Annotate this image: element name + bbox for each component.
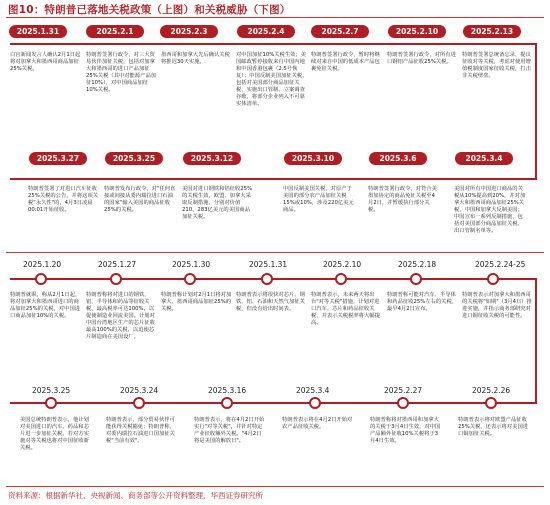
event-description: 特朗普表示将在4月2日开始对农产品征收关税。 (282, 417, 353, 430)
event-date-pill: 2025.3.12 (183, 152, 241, 165)
event-date-pill: 2025.3.6 (369, 152, 427, 165)
event-description: 特朗普称将对进口的钢铁、铝、半导体和药品等征收关税，最高税率可达100%，以促使制造业回流美国。计划对中国台湾地区生产的芯片征收最高100%的关税，以迫使芯片制造商在美国设厂。 (86, 292, 155, 340)
event-description: 美国总统特朗普表示，他计划对美国进口的汽车、药品和芯片进一步加征关税，若对方实施对等关税也将对中国征收新关税。 (20, 417, 89, 451)
event-description: 对中国加征10%关税生效；美国邮政暂停接收来自中国内地和中国香港包裹（2.5号恢复）；中国反制美国加征关税，包括对美国部分商品加征关税、实施出口管制、立案调查谷歌、将部分企业列入不可靠实体清单。 (236, 52, 308, 107)
event-description: 特朗普签署行政令，对符合美墨加协定的商品免征关税至4月2日，并暂缓执行部分关税。 (368, 186, 437, 213)
footer-rule (6, 486, 544, 487)
event-date-pill: 2025.3.4 (455, 152, 513, 165)
event-description: 特朗普称可能对汽车、半导体和药品征收25%左右的关税，最早4月2日宣布。 (387, 292, 458, 312)
event-date-pill: 2025.2.13 (463, 25, 521, 38)
event-description: 特朗普就职，称从2月1日起，将对加拿大和墨西哥进口的商品加征25%的关税，对中国进口商品加征10%的关税。 (10, 292, 81, 319)
event-date-pill: 2025.2.3 (160, 25, 218, 38)
event-date-pill: 2025.1.31 (9, 25, 67, 38)
event-description: 特朗普称计划对2月1日将对加拿大、墨西哥商品加征25%的关税。 (161, 292, 232, 312)
event-date: 2025.2.18 (398, 260, 437, 269)
timeline-node (221, 397, 233, 409)
event-description: 特朗普签署了对进口汽车征收25%关税的公告，并将这项关税"永久性"的，4月3日凌晨00:01开始征收。 (28, 186, 99, 213)
timeline-node (309, 397, 321, 409)
timeline-node (485, 397, 497, 409)
timeline-bottom-row2 (10, 402, 537, 404)
event-description: 美国对所有中国进口商品的关税从10%提高到20%，并对加拿大和墨西哥商品加征25%关税，中国和加拿大反制美国；中国宣布一系列反制措施，包括对美国部分商品加征关税、出口管制名单等。 (454, 186, 526, 234)
event-date: 2025.3.4 (296, 386, 330, 395)
timeline-top-row1 (10, 43, 537, 45)
event-date: 2025.2.24-25 (475, 260, 526, 269)
section-divider (6, 252, 544, 253)
timeline-node (184, 273, 196, 285)
event-date: 2025.1.20 (23, 260, 62, 269)
event-date-pill: 2025.3.27 (29, 152, 87, 165)
event-date-pill: 2025.2.10 (388, 25, 446, 38)
timeline-node (35, 273, 47, 285)
timeline-node (487, 273, 499, 285)
event-description: 特朗普表示将对欧盟产品征收25%关税，还表示将对美国进口铜加征关税。 (458, 417, 529, 437)
event-description: 白宫新闻发言人确认2月1日起将对加拿大和墨西哥商品加征25%关税。 (10, 52, 81, 72)
event-date: 2025.3.24 (120, 386, 159, 395)
event-description: 特朗普签署行政令，对三大贸易伙伴加征关税，包括对加拿大和墨西哥的进口产品加征25%关税（其中对能源产品加征10%），对中国商品加征10%关税。 (86, 52, 157, 93)
timeline-node (133, 397, 145, 409)
event-date: 2025.3.16 (208, 386, 247, 395)
event-date: 2025.1.30 (172, 260, 211, 269)
event-date-pill: 2025.3.10 (284, 152, 342, 165)
timeline-node (397, 397, 409, 409)
event-description: 墨西哥和加拿大先后确认关税将推迟30天实施。 (161, 52, 230, 65)
source-note: 资料来源：根据新华社、央视新闻、商务部等公开资料整理，华西证券研究所 (8, 491, 263, 500)
event-description: 特朗普签署行政令，暂时将继续对来自中国的低成本产品包裹免征关税。 (311, 52, 380, 72)
event-description: 特朗普表示将很快对芯片、钢铁、铝、石油和天然气加征关税，但没有给出时间表。 (236, 292, 305, 312)
event-date: 2025.2.27 (384, 386, 423, 395)
event-description: 特朗普称将对墨西哥和加拿大的关税于3月4日生效，对中国产品额外征收10%关税将于3月4日生效。 (370, 417, 441, 444)
timeline-node (335, 273, 347, 285)
title-underline (6, 17, 544, 18)
event-date-pill: 2025.2.4 (237, 25, 295, 38)
timeline-node (110, 273, 122, 285)
timeline-node (410, 273, 422, 285)
event-date: 2025.2.10 (323, 260, 362, 269)
event-description: 中国反制美国关税，对原产于美国的部分农产品加征关税15%或10%，涉及220亿美元商品。 (283, 186, 354, 213)
event-description: 特朗普签署总统备忘录，提议征收对等关税，考虑对使用增值税制度国家征收关税，打击非关税壁垒。 (462, 52, 531, 79)
event-description: 特朗普表示对加拿大和墨西哥的关税将"如期"（3月4日）推进实施，并指示商务部研究对进口铜征收关税的可能性。 (462, 292, 532, 319)
event-description: 特朗普表示，将在4月2日开始实行"对等关税"，并针对特定产业征收额外关税。"4月2日将是美国的解放日"。 (194, 417, 265, 444)
event-date: 2025.3.25 (32, 386, 71, 395)
event-date-pill: 2025.2.7 (311, 25, 369, 38)
event-date: 2025.2.26 (472, 386, 511, 395)
event-description: 特朗普表示，部分贸易伙伴可能获得关税豁免；特朗普称，对委内瑞拉石油进口国加征关税"当前有效"。 (106, 417, 175, 444)
event-description: 特朗普发布行政令，对"任何直接或间接从委内瑞拉进口石油的国家"输入美国的商品征收25%的关税。 (104, 186, 176, 213)
timeline-connector-right-bottom (535, 278, 537, 404)
figure-title: 图10：特朗普已落地关税政策（上图）和关税威胁（下图） (8, 4, 291, 16)
event-description: 特朗普签署行政令，对所有进口钢铝产品征收25%关税。 (387, 52, 456, 65)
timeline-connector-right (535, 43, 537, 180)
timeline-top-row2 (10, 178, 537, 180)
event-date: 2025.1.31 (249, 260, 288, 269)
event-description: 特朗普表示，未来两天将出台"对等关税"措施，计划对进口汽车、芯片和药品征收关税，并表示关税税率将大幅提高。 (311, 292, 380, 326)
event-date-pill: 2025.2.1 (86, 25, 144, 38)
event-date: 2025.1.27 (98, 260, 137, 269)
timeline-bottom-row1 (10, 278, 537, 280)
event-description: 美国对进口钢铁和铝征收25%的关税生效，欧盟、加拿大采取反制措施，分别对价值210、283亿美元的美国商品加征关税。 (182, 186, 253, 220)
event-date-pill: 2025.3.25 (105, 152, 163, 165)
timeline-node (261, 273, 273, 285)
timeline-node (45, 397, 57, 409)
